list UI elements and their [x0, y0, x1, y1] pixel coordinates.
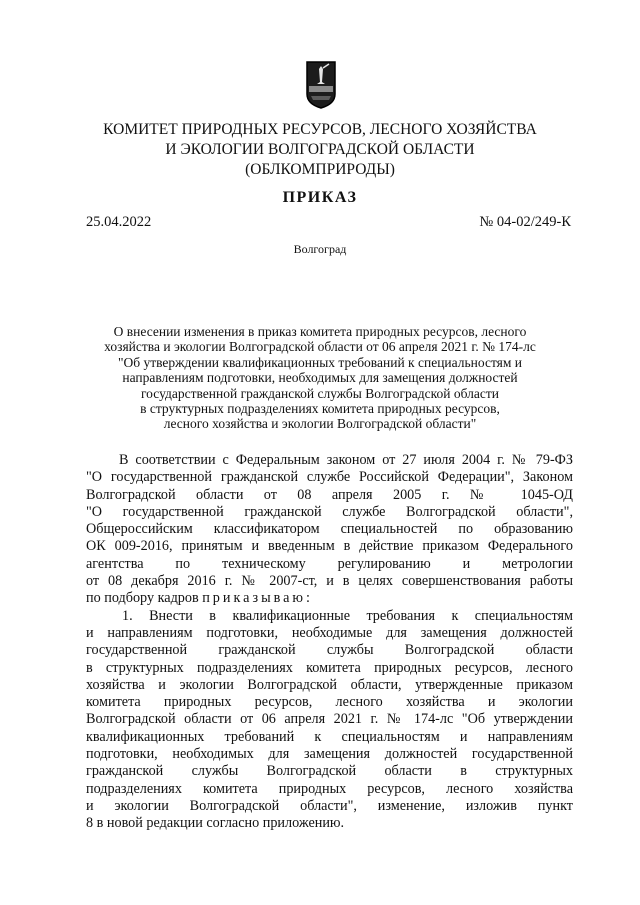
- body-line: государственной гражданской службы Волгоградской области: [86, 642, 573, 659]
- body-line: Волгоградской области от 08 апреля 2005 г. № 1045-ОД: [86, 486, 573, 503]
- order-date: 25.04.2022: [86, 214, 152, 230]
- organization-abbreviation: (ОБЛКОМПРИРОДЫ): [245, 161, 395, 178]
- body-line: гражданской службы Волгоградской области в структурных: [86, 763, 573, 780]
- subject-line: в структурных подразделениях комитета природных ресурсов,: [140, 401, 500, 417]
- subject-line: государственной гражданской службы Волгоградской области: [140, 385, 499, 401]
- subject-line: О внесении изменения в приказ комитета природных ресурсов, лесного: [113, 324, 527, 339]
- body-line: хозяйства и экологии Волгоградской области, утвержденные приказом: [86, 676, 573, 693]
- body-line: квалификационных требований к специальностям и направлениям: [86, 728, 573, 745]
- body-line: агентства по техническому регулированию и метрологии: [86, 555, 573, 572]
- body-line: и направлениям подготовки, необходимые для замещения должностей: [86, 624, 573, 641]
- body-line: "О государственной гражданской службе Волгоградской области",: [86, 503, 573, 520]
- city-name: Волгоград: [293, 242, 347, 256]
- organization-line: И ЭКОЛОГИИ ВОЛГОГРАДСКОЙ ОБЛАСТИ: [165, 141, 475, 158]
- organization-line: КОМИТЕТ ПРИРОДНЫХ РЕСУРСОВ, ЛЕСНОГО ХОЗЯЙСТВА: [103, 121, 537, 138]
- body-line: В соответствии с Федеральным законом от 27 июля 2004 г. № 79-ФЗ: [119, 452, 573, 468]
- subject-line: хозяйства и экологии Волгоградской области от 06 апреля 2021 г. № 174-лс: [104, 339, 536, 355]
- body-line: [86, 590, 573, 607]
- body-line: и экологии Волгоградской области", изменение, изложив пункт: [86, 797, 573, 814]
- order-directive: приказываю:: [202, 590, 313, 607]
- document-title: ПРИКАЗ: [282, 189, 358, 206]
- subject-line: "Об утверждении квалификационных требований к специальностям и: [117, 354, 523, 370]
- body-line: в структурных подразделениях комитета природных ресурсов, лесного: [86, 659, 573, 676]
- document-body: [86, 452, 573, 833]
- body-line: Волгоградской области от 06 апреля 2021 г. № 174-лс "Об утверждении: [86, 711, 573, 728]
- subject-line: лесного хозяйства и экологии Волгоградской области": [163, 416, 477, 432]
- body-text: по подбору кадров: [86, 590, 199, 607]
- body-line: 1. Внести в квалификационные требования к специальностям: [122, 607, 573, 624]
- body-line: 8 в новой редакции согласно приложению.: [86, 815, 345, 832]
- body-line: Общероссийским классификатором специальностей по образованию: [86, 521, 573, 538]
- body-line: подготовки, необходимых для замещения должностей государственной: [86, 746, 573, 763]
- body-line: комитета природных ресурсов, лесного хозяйства и экологии: [86, 694, 573, 711]
- body-line: ОК 009-2016, принятым и введенным в действие приказом Федерального: [86, 538, 573, 555]
- body-line: "О государственной гражданской службе Российской Федерации", Законом: [86, 469, 573, 486]
- body-line: подразделениях комитета природных ресурсов, лесного хозяйства: [86, 780, 573, 797]
- body-line: от 08 декабря 2016 г. № 2007-ст, и в целях совершенствования работы: [86, 573, 573, 590]
- order-subject: [70, 324, 570, 432]
- order-number: № 04-02/249-К: [479, 214, 571, 230]
- organization-name: [0, 120, 640, 180]
- subject-line: направлениям подготовки, необходимых для замещения должностей: [122, 370, 518, 386]
- volgograd-coat-of-arms-icon: [305, 60, 337, 110]
